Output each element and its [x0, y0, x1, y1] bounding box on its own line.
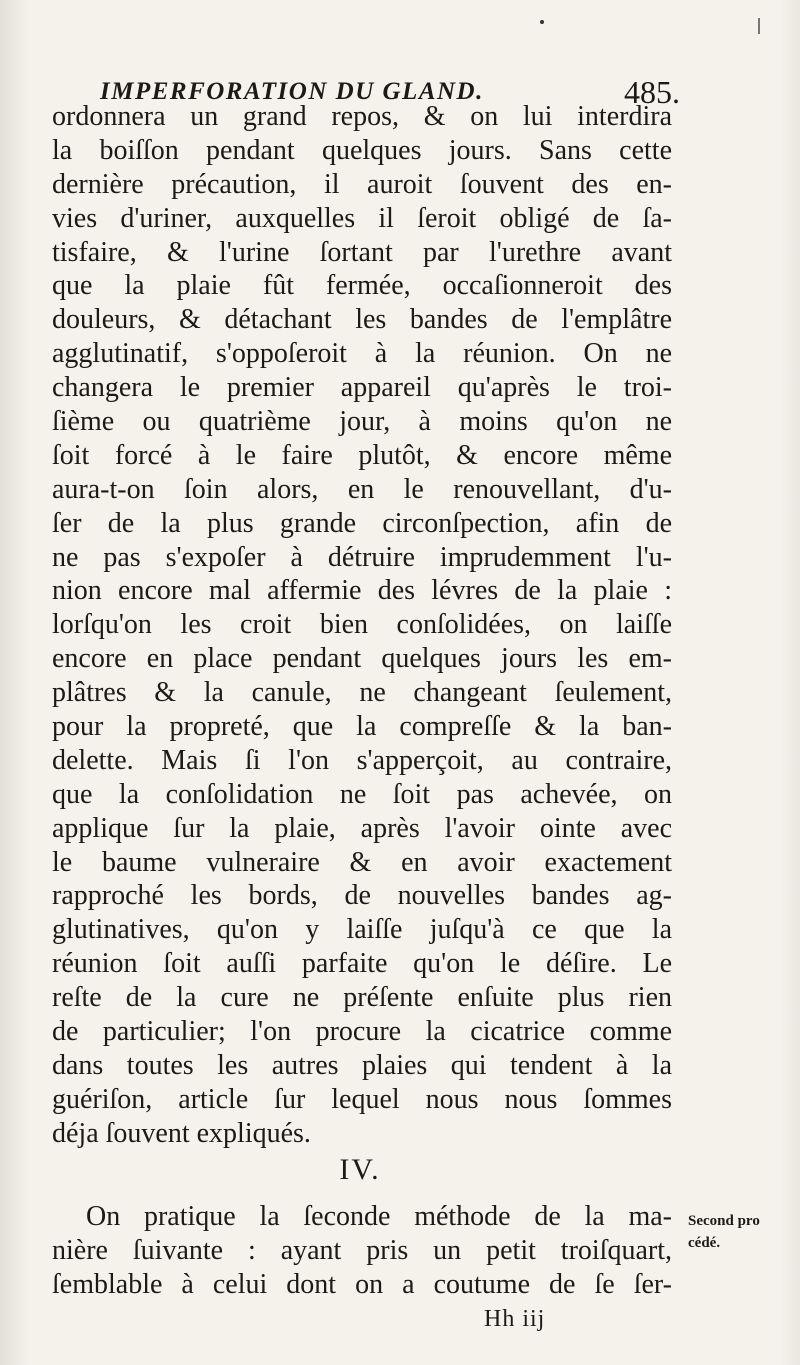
text-line: applique ſur la plaie, après l'avoir ointe avec — [52, 812, 672, 844]
margin-note-line-2: cédé. — [688, 1235, 721, 1251]
text-line: On pratique la ſeconde méthode de la ma- — [86, 1201, 672, 1232]
text-line: rapproché les bords, de nouvelles bandes ag- — [52, 880, 672, 912]
text-line: que la plaie fût fermée, occaſionneroit des — [52, 270, 672, 302]
page-number: 485. — [624, 74, 680, 110]
text-line: dernière précaution, il auroit ſouvent des en- — [52, 168, 672, 200]
section-heading: IV. — [339, 1153, 381, 1186]
signature-mark: Hh iij — [484, 1306, 546, 1332]
text-line: lorſqu'on les croit bien conſolidées, on laiſſe — [52, 609, 672, 641]
text-line: agglutinatif, s'oppoſeroit à la réunion. On ne — [52, 338, 672, 370]
text-line: encore en place pendant quelques jours les em- — [52, 643, 672, 675]
text-line: que la conſolidation ne ſoit pas achevée, on — [52, 778, 672, 810]
text-line: nion encore mal affermie des lévres de la plaie : — [52, 575, 672, 607]
text-line: reſte de la cure ne préſente enſuite plus rien — [52, 982, 672, 1014]
text-line: douleurs, & détachant les bandes de l'emplâtre — [52, 304, 672, 336]
text-line: changera le premier appareil qu'après le troi- — [52, 372, 672, 404]
text-line: ordonnera un grand repos, & on lui interdira — [52, 101, 672, 132]
text-line: ne pas s'expoſer à détruire imprudemment l'u- — [52, 541, 672, 573]
margin-note-line-1: Second pro — [688, 1213, 760, 1229]
text-line: aura-t-on ſoin alors, en le renouvellant, d'u- — [52, 473, 672, 505]
margin-note — [688, 1210, 798, 1254]
text-line: delette. Mais ſi l'on s'apperçoit, au contraire, — [52, 744, 672, 776]
text-line: ſoit forcé à le faire plutôt, & encore même — [52, 439, 672, 471]
text-line: déja ſouvent expliqués. — [52, 1117, 311, 1149]
text-line: réunion ſoit auſſi parfaite qu'on le déſire. Le — [52, 948, 672, 980]
text-line: le baume vulneraire & en avoir exactement — [52, 846, 672, 878]
text-line: ſer de la plus grande circonſpection, afin de — [52, 507, 672, 539]
page-edge-mark — [758, 18, 760, 34]
text-line: ſième ou quatrième jour, à moins qu'on ne — [52, 406, 672, 438]
text-line: pour la propreté, que la compreſſe & la ban- — [52, 711, 672, 743]
main-paragraph — [52, 100, 672, 1151]
text-line: glutinatives, qu'on y laiſſe juſqu'à ce que la — [52, 914, 672, 946]
text-line: vies d'uriner, auxquelles il ſeroit obligé de ſa- — [52, 202, 672, 234]
text-line: la boiſſon pendant quelques jours. Sans cette — [52, 134, 672, 166]
text-line: plâtres & la canule, ne changeant ſeulement, — [52, 677, 672, 709]
text-line: de particulier; l'on procure la cicatrice comme — [52, 1016, 672, 1048]
text-line: tisfaire, & l'urine ſortant par l'urethre avant — [52, 236, 672, 268]
text-line: ſemblable à celui dont on a coutume de ſe ſer- — [52, 1269, 672, 1300]
text-line: nière ſuivante : ayant pris un petit troiſquart, — [52, 1235, 672, 1266]
running-title: IMPERFORATION DU GLAND. — [100, 78, 484, 105]
ink-speck — [540, 20, 544, 24]
text-line: dans toutes les autres plaies qui tendent à la — [52, 1049, 672, 1081]
text-line: guériſon, article ſur lequel nous nous ſommes — [52, 1083, 672, 1115]
section-paragraph — [52, 1200, 672, 1302]
